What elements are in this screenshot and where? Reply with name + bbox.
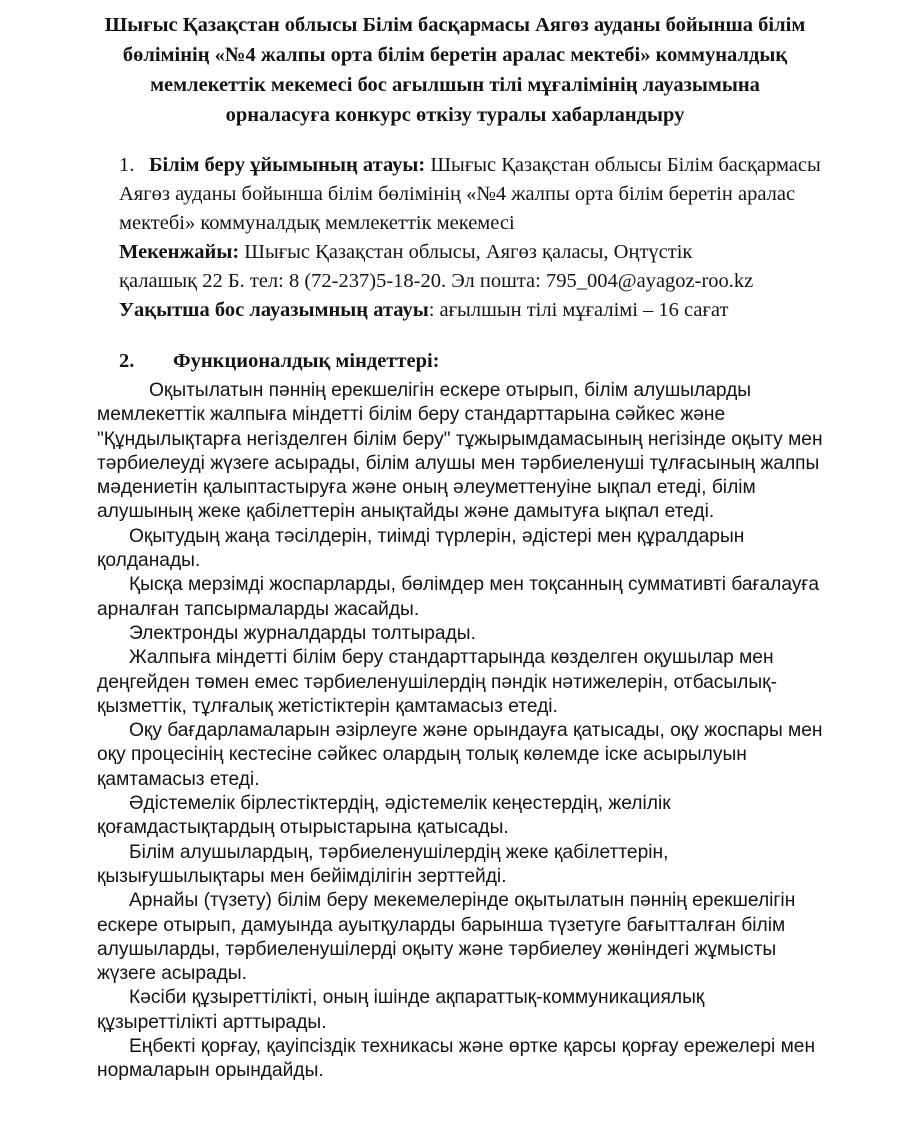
duty-paragraph [97,573,887,622]
duty-paragraph [97,622,887,646]
duty-line: қызметтік, тұлғалық жетістіктерін қамтамасыз етеді. [97,695,558,717]
duty-line: "Құндылықтарға негізделген білім беру" тұжырымдамасының негізінде оқыту мен [97,428,823,450]
title-line: Шығыс Қазақстан облысы Білім басқармасы Аягөз ауданы бойынша білім [104,14,806,36]
duty-paragraph [97,525,887,574]
duty-paragraph [97,1035,887,1084]
duty-line: жүзеге асырады. [97,963,247,985]
duty-line: алушының жеке қабілеттерін анықтайды және дамытуға ықпал етеді. [97,501,715,523]
duty-paragraph [97,889,887,986]
organization-value-line: мектебі» коммуналдық мемлекеттік мекемесі [119,212,515,234]
duty-line: қолданады. [97,550,201,572]
duty-line: Оқытудың жаңа тәсілдерін, тиімді түрлерін, әдістері мен құралдарын [129,525,745,547]
organization-value: Шығыс Қазақстан облысы Білім басқармасы [425,154,821,176]
address-label: Мекенжайы: [119,241,240,263]
duty-line: қоғамдастықтардың отырыстарына қатысады. [97,817,509,839]
duty-line: қызығушылықтары мен бейімділігін зерттейді. [97,865,507,887]
duty-line: Қысқа мерзімді жоспарларды, бөлімдер мен тоқсанның суммативті бағалауға [129,574,820,596]
duty-line: Оқу бағдарламаларын әзірлеуге және орындауға қатысады, оқу жоспары мен [129,720,823,742]
section-number: 2. [119,350,135,372]
vacancy-label: Уақытша бос лауазымның атауы [119,299,429,321]
duty-line: Білім алушылардың, тәрбиеленушілердің жеке қабілеттерін, [129,841,669,863]
duty-paragraph [97,719,887,792]
organization-line [119,151,889,180]
vacancy-line [119,296,889,325]
title-line: бөлімінің «№4 жалпы орта білім беретін аралас мектебі» коммуналдық [122,44,788,66]
vacancy-value: : ағылшын тілі мұғалімі – 16 сағат [428,299,729,321]
title-line: мемлекеттік мекемесі бос ағылшын тілі мұғалімінің лауазымына [150,74,760,96]
organization-label: Білім беру ұйымының атауы: [149,154,426,176]
duty-line: Жалпыға міндетті білім беру стандарттарында көзделген оқушылар мен [129,647,774,669]
duty-line: Кәсіби құзыреттілікті, оның ішінде ақпараттық-коммуникациялық [129,987,705,1009]
duty-paragraph [97,986,887,1035]
duty-paragraph [97,379,887,525]
duty-line: құзыреттілікті арттырады. [97,1011,327,1033]
organization-value-line: Аягөз ауданы бойынша білім бөлімінің «№4 жалпы орта білім беретін аралас [119,183,796,205]
duty-line: арналған тапсырмаларды жасайды. [97,598,420,620]
address-value: Шығыс Қазақстан облысы, Аягөз қаласы, Оңтүстік [239,241,693,263]
duty-line: мәдениетін қалыптастыруға және оның әлеуметтенуіне ықпал етеді, білім [97,477,756,499]
duty-line: деңгейден төмен емес тәрбиеленушілердің пәндік нәтижелерін, отбасылық- [97,671,777,693]
duty-line: алушыларды, тәрбиеленушілерді оқыту және тәрбиелеу жөніндегі жұмысты [97,938,777,960]
duty-line: Еңбекті қорғау, қауіпсіздік техникасы және өртке қарсы қорғау ережелері мен [129,1036,816,1058]
address-line [119,238,889,267]
document-title [60,10,850,130]
duty-line: тәрбиелеуді жүзеге асырады, білім алушы мен тәрбиеленуші тұлғасының жалпы [97,452,820,474]
duty-line: Арнайы (түзету) білім беру мекемелерінде оқытылатын пәннің ерекшелігін [129,890,796,912]
duty-line: Әдістемелік бірлестіктердің, әдістемелік кеңестердің, желілік [129,793,671,815]
duty-paragraph [97,841,887,890]
duty-line: нормаларын орындайды. [97,1060,324,1082]
duty-line: Электронды журналдарды толтырады. [129,622,476,644]
duty-paragraph [97,792,887,841]
duty-line: ескере отырып, дамуында ауытқуларды барынша түзетуге бағытталған білім [97,914,786,936]
duty-line: мемлекеттік жалпыға міндетті білім беру стандарттарына сәйкес және [97,404,726,426]
duties-text [97,379,887,1084]
duty-line: қамтамасыз етеді. [97,768,260,790]
section-organization [119,151,889,325]
duty-paragraph [97,646,887,719]
duties-heading-text: Функционалдық міндеттері: [173,350,440,372]
duty-line: оқу процесінің кестесіне сәйкес олардың толық көлемде іске асырылуын [97,744,747,766]
title-line: орналасуға конкурс өткізу туралы хабарландыру [225,104,685,126]
section-number: 1. [119,154,135,176]
address-value-line: қалашық 22 Б. тел: 8 (72-237)5-18-20. Эл пошта: 795_004@ayagoz-roo.kz [119,270,754,292]
duty-line: Оқытылатын пәннің ерекшелігін ескере отырып, білім алушыларды [149,380,752,401]
section-duties-heading [119,347,440,376]
